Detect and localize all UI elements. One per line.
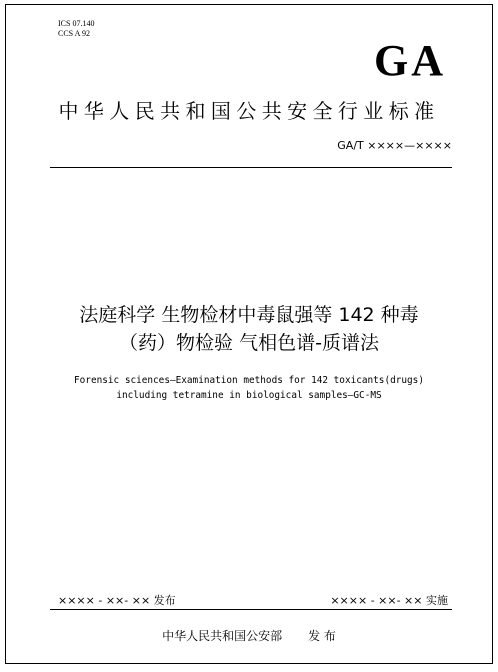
chinese-title-line-2: （药）物检验 气相色谱-质谱法 [119,332,379,354]
document-number: GA/T ××××—×××× [337,139,452,152]
english-title-line-1: Forensic sciences—Examination methods for 142 toxicants(drugs) [74,375,424,386]
issuer-action: 发 布 [308,629,336,643]
issuer-name: 中华人民共和国公安部 [162,629,283,643]
top-divider [50,167,452,168]
english-title [6,373,492,403]
bottom-divider [50,609,452,610]
issuer-line [6,627,492,644]
issue-date: ×××× - ××- ×× 发布 [58,594,176,607]
classification-codes [58,19,94,39]
ga-logo: GA [374,36,446,85]
implementation-date: ×××× - ××- ×× 实施 [330,594,448,607]
chinese-title-line-1: 法庭科学 生物检材中毒鼠强等 142 种毒 [79,304,419,326]
org-title: 中华人民共和国公共安全行业标准 [58,99,440,123]
standard-cover-page [5,4,493,664]
ccs-code: CCS A 92 [58,29,91,38]
chinese-title [6,301,492,357]
ics-code: ICS 07.140 [58,19,95,28]
english-title-line-2: including tetramine in biological samples—GC-MS [116,390,382,401]
